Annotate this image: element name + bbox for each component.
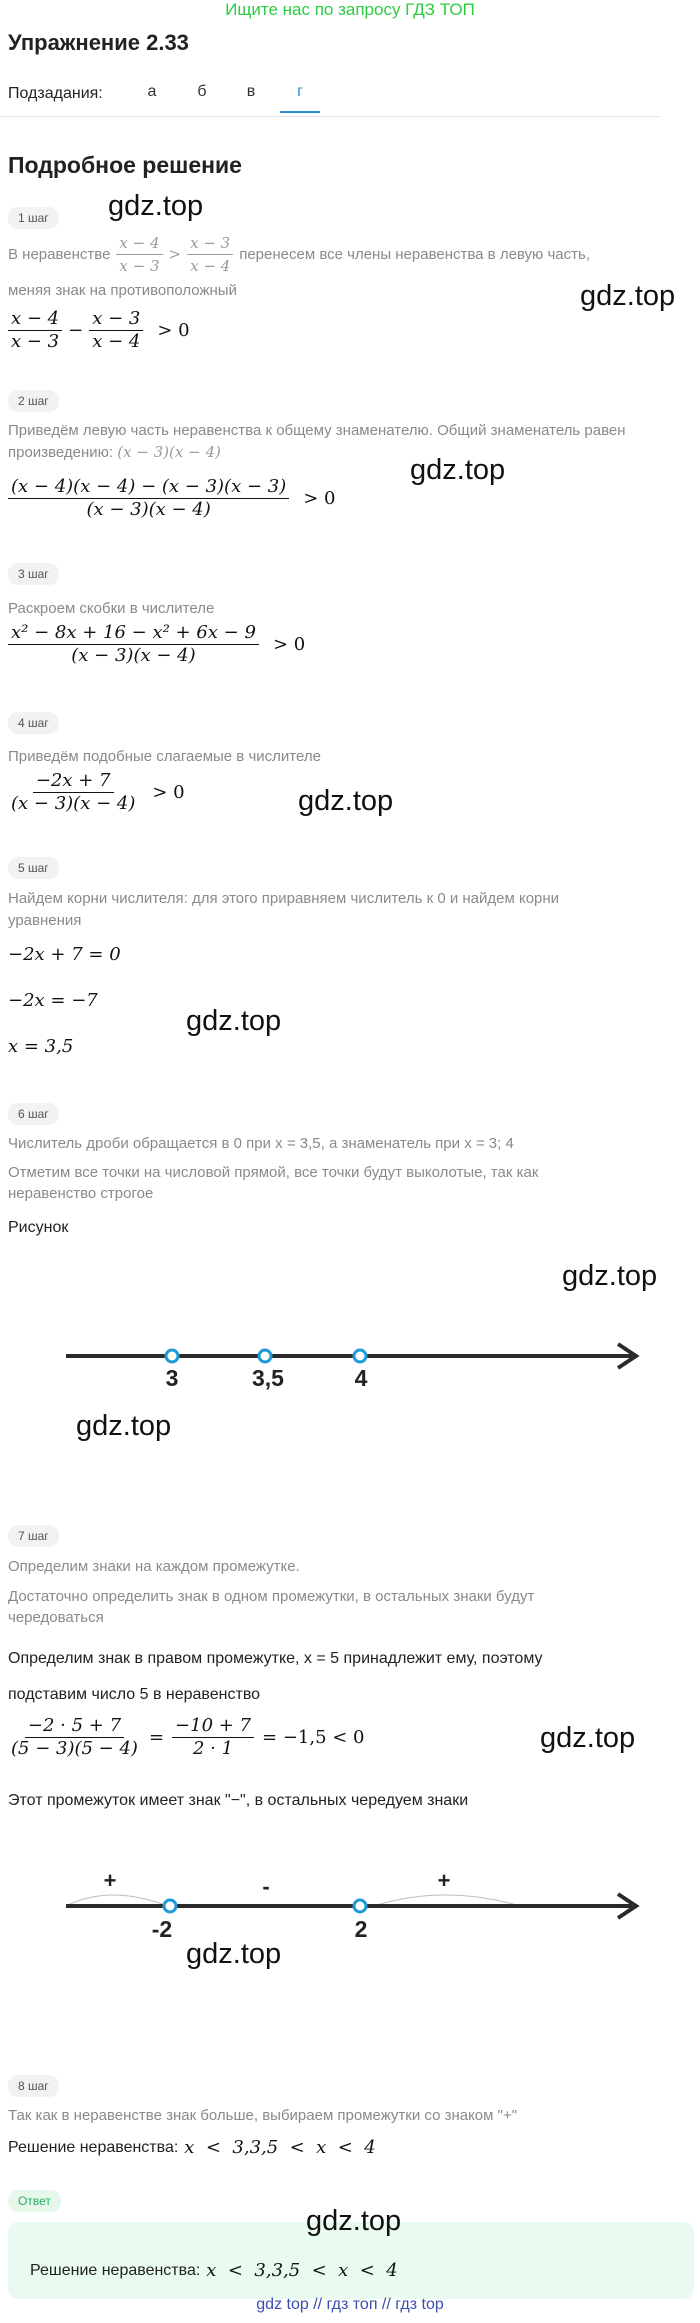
formula-frac bbox=[172, 1715, 254, 1760]
watermark: gdz.top bbox=[540, 1722, 636, 1754]
answer-content bbox=[30, 2260, 398, 2282]
step-7-text-c: чередоваться bbox=[8, 1609, 104, 1626]
formula-frac bbox=[8, 308, 62, 353]
step-7-text-a: Определим знаки на каждом промежутке. bbox=[8, 1558, 300, 1575]
formula-frac bbox=[89, 308, 143, 353]
formula-tail: = −1,5 < 0 bbox=[262, 1727, 365, 1748]
point-minus-2 bbox=[164, 1900, 176, 1912]
step-5-badge: 5 шаг bbox=[8, 857, 59, 879]
step-1-badge: 1 шаг bbox=[8, 207, 59, 229]
step-3-badge: 3 шаг bbox=[8, 563, 59, 585]
tab-a[interactable]: а bbox=[147, 83, 157, 100]
frac-den: (5 − 3)(5 − 4) bbox=[11, 1738, 138, 1759]
step-2-text-a: Приведём левую часть неравенства к общему знаменателю. Общий знаменатель равен bbox=[8, 422, 626, 439]
solution-label: Решение неравенства: bbox=[8, 2139, 179, 2156]
formula-frac bbox=[8, 770, 138, 815]
frac-den: x − 3 bbox=[119, 257, 160, 275]
answer-label: Решение неравенства: bbox=[30, 2262, 201, 2279]
point-label: 3,5 bbox=[252, 1365, 284, 1391]
watermark: gdz.top bbox=[186, 1005, 282, 1037]
step-7-text-e: подставим число 5 в неравенство bbox=[8, 1686, 261, 1703]
answer-badge: Ответ bbox=[8, 2190, 61, 2212]
step-7-formula bbox=[8, 1715, 365, 1760]
step-6-text-a: Числитель дроби обращается в 0 при x = 3,5, а знаменатель при x = 3; 4 bbox=[8, 1135, 514, 1152]
formula-rhs: > 0 bbox=[157, 320, 190, 341]
step-7-badge: 7 шаг bbox=[8, 1525, 59, 1547]
step-1-rel: > bbox=[168, 245, 182, 263]
frac-num: x − 4 bbox=[8, 308, 62, 331]
solution-value: x < 3,3,5 < x < 4 bbox=[184, 2137, 376, 2158]
footer-links[interactable]: gdz top // гдз топ // гдз top bbox=[256, 2296, 444, 2313]
step-1-text-a: В неравенстве bbox=[8, 246, 111, 263]
step-1-inline-frac-1 bbox=[116, 232, 162, 277]
step-5-text-b: уравнения bbox=[8, 912, 82, 929]
point-4 bbox=[354, 1350, 366, 1362]
frac-num: x − 3 bbox=[187, 232, 233, 255]
tab-v[interactable]: в bbox=[246, 83, 256, 100]
step-2-badge: 2 шаг bbox=[8, 390, 59, 412]
step-5-eq2: −2x = −7 bbox=[8, 990, 98, 1011]
figure-label: Рисунок bbox=[8, 1219, 69, 1236]
point-label: -2 bbox=[151, 1916, 173, 1942]
watermark: gdz.top bbox=[580, 280, 676, 312]
answer-value: x < 3,3,5 < x < 4 bbox=[206, 2260, 398, 2281]
tabs-divider bbox=[0, 116, 660, 117]
step-6-text-b: Отметим все точки на числовой прямой, все точки будут выколотые, так как bbox=[8, 1164, 539, 1181]
step-8-text-a: Так как в неравенстве знак больше, выбираем промежутки со знаком "+" bbox=[8, 2107, 518, 2124]
frac-den: x − 4 bbox=[190, 257, 231, 275]
frac-num: (x − 4)(x − 4) − (x − 3)(x − 3) bbox=[8, 476, 289, 499]
tab-g[interactable]: г bbox=[280, 83, 320, 113]
formula-rhs: > 0 bbox=[152, 782, 185, 803]
step-8-solution bbox=[8, 2137, 376, 2159]
page-title: Упражнение 2.33 bbox=[8, 30, 189, 55]
formula-frac bbox=[8, 1715, 141, 1760]
formula-rhs: > 0 bbox=[272, 634, 306, 655]
frac-den: x − 3 bbox=[11, 331, 60, 352]
watermark: gdz.top bbox=[76, 1410, 172, 1442]
frac-den: 2 · 1 bbox=[192, 1738, 234, 1759]
watermark: gdz.top bbox=[186, 1938, 282, 1970]
step-6-badge: 6 шаг bbox=[8, 1103, 59, 1125]
step-1-text bbox=[8, 232, 590, 277]
step-7-text-d: Определим знак в правом промежутке, x = 5 принадлежит ему, поэтому bbox=[8, 1650, 543, 1667]
step-1-text-b: перенесем все члены неравенства в левую часть, bbox=[239, 246, 590, 263]
frac-num: −2x + 7 bbox=[33, 770, 114, 793]
step-5-eq3: x = 3,5 bbox=[8, 1036, 74, 1057]
step-6-text-c: неравенство строгое bbox=[8, 1185, 154, 1202]
step-8-badge: 8 шаг bbox=[8, 2075, 59, 2097]
step-5-eq1: −2x + 7 = 0 bbox=[8, 944, 121, 965]
promo-banner: Ищите нас по запросу ГДЗ ТОП bbox=[225, 0, 475, 19]
step-4-badge: 4 шаг bbox=[8, 712, 59, 734]
point-2 bbox=[354, 1900, 366, 1912]
formula-frac bbox=[8, 622, 259, 667]
step-2-text-b: произведению: bbox=[8, 444, 114, 461]
step-2-text bbox=[8, 442, 221, 463]
frac-num: x − 3 bbox=[89, 308, 143, 331]
sign-label: - bbox=[262, 1874, 270, 1899]
section-title: Подробное решение bbox=[8, 152, 242, 178]
step-3-text: Раскроем скобки в числителе bbox=[8, 600, 215, 617]
step-1-text-c: меняя знак на противоположный bbox=[8, 282, 237, 299]
frac-den: x − 4 bbox=[92, 331, 141, 352]
point-label: 4 bbox=[354, 1365, 368, 1391]
watermark: gdz.top bbox=[562, 1260, 658, 1292]
step-4-text: Приведём подобные слагаемые в числителе bbox=[8, 748, 321, 765]
step-2-formula bbox=[8, 476, 336, 521]
step-1-formula bbox=[8, 308, 190, 353]
step-5-text-a: Найдем корни числителя: для этого приравняем числитель к 0 и найдем корни bbox=[8, 890, 560, 907]
point-3-5 bbox=[259, 1350, 271, 1362]
step-7-text-f: Этот промежуток имеет знак "−", в остальных чередуем знаки bbox=[8, 1792, 469, 1809]
frac-den: (x − 3)(x − 4) bbox=[71, 645, 196, 666]
step-1-inline-frac-2 bbox=[187, 232, 233, 277]
step-7-text-b: Достаточно определить знак в одном промежутки, в остальных знаки будут bbox=[8, 1588, 535, 1605]
op: = bbox=[148, 1727, 165, 1748]
point-3 bbox=[166, 1350, 178, 1362]
subtasks-label: Подзадания: bbox=[8, 85, 103, 102]
frac-den: (x − 3)(x − 4) bbox=[86, 499, 211, 520]
step-3-formula bbox=[8, 622, 305, 667]
frac-num: −10 + 7 bbox=[172, 1715, 254, 1738]
formula-frac bbox=[8, 476, 289, 521]
sign-label: + bbox=[437, 1868, 451, 1893]
tab-b[interactable]: б bbox=[197, 83, 207, 100]
watermark: gdz.top bbox=[108, 190, 204, 222]
point-label: 2 bbox=[354, 1916, 368, 1942]
step-4-formula bbox=[8, 770, 185, 815]
frac-den: (x − 3)(x − 4) bbox=[11, 793, 136, 814]
watermark: gdz.top bbox=[410, 454, 506, 486]
frac-num: x² − 8x + 16 − x² + 6x − 9 bbox=[8, 622, 259, 645]
watermark: gdz.top bbox=[298, 785, 394, 817]
sign-label: + bbox=[103, 1868, 117, 1893]
frac-num: −2 · 5 + 7 bbox=[25, 1715, 124, 1738]
watermark: gdz.top bbox=[306, 2205, 402, 2237]
number-line-2 bbox=[0, 1860, 700, 1950]
formula-rhs: > 0 bbox=[303, 488, 336, 509]
step-2-product: (x − 3)(x − 4) bbox=[117, 443, 221, 461]
op: − bbox=[68, 320, 84, 341]
point-label: 3 bbox=[165, 1365, 179, 1391]
frac-num: x − 4 bbox=[116, 232, 162, 255]
number-line-1 bbox=[0, 1320, 700, 1400]
